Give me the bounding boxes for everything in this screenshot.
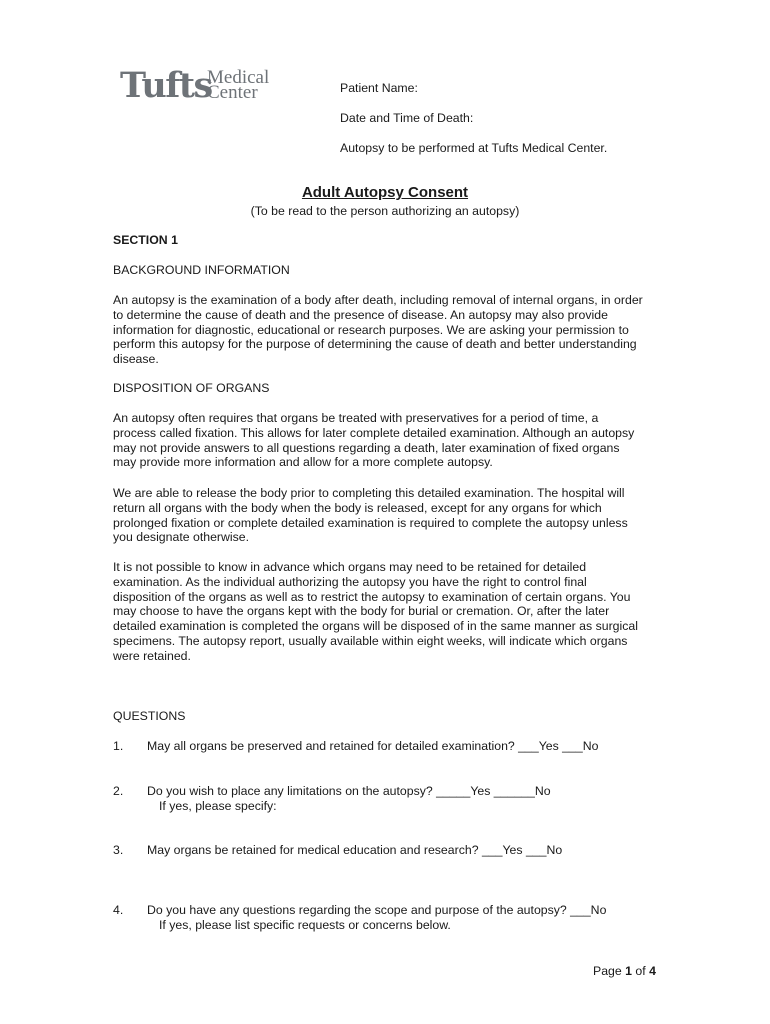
text-line: to determine the cause of death and the presence of disease. An autopsy may also provide — [113, 307, 608, 322]
text-line: We are able to release the body prior to completing this detailed examination. The hospital will — [113, 486, 625, 500]
text-line: may not provide answers to all questions regarding a death, later examination of fixed organs — [113, 440, 620, 455]
text-line: you designate otherwise. — [113, 530, 250, 545]
questions-heading: QUESTIONS — [113, 709, 186, 723]
page-label: Page — [593, 964, 622, 978]
text-line: disease. — [113, 352, 159, 367]
background-heading: BACKGROUND INFORMATION — [113, 263, 290, 277]
text-line: process called fixation. This allows for later complete detailed examination. Although an autopsy — [113, 425, 635, 440]
text-line: An autopsy often requires that organs be treated with preservatives for a period of time, a — [113, 411, 599, 425]
page-number — [593, 964, 656, 979]
patient-name-label: Patient Name: — [340, 81, 418, 95]
text-line: detailed examination is completed the organs will be disposed of in the same manner as surgical — [113, 619, 638, 634]
text-line: may provide more information and allow for a more complete autopsy. — [113, 455, 493, 470]
logo-wordmark: Tufts — [120, 65, 212, 106]
disposition-paragraph-1 — [113, 411, 661, 470]
tufts-medical-center-logo — [120, 66, 290, 106]
disposition-paragraph-3 — [113, 560, 661, 664]
question-4-subtext: If yes, please list specific requests or concerns below. — [159, 918, 451, 932]
question-2-text: Do you wish to place any limitations on the autopsy? _____Yes ______No — [147, 784, 551, 798]
total-pages: 4 — [649, 964, 656, 978]
background-paragraph — [113, 293, 661, 367]
date-time-of-death-label: Date and Time of Death: — [340, 111, 474, 125]
question-3-number: 3. — [113, 843, 124, 857]
text-line: An autopsy is the examination of a body after death, including removal of internal organs, in order — [113, 293, 643, 307]
current-page: 1 — [625, 964, 632, 978]
question-1-text: May all organs be preserved and retained for detailed examination? ___Yes ___No — [147, 739, 599, 753]
logo-medical: Medical — [207, 67, 270, 88]
question-3-text: May organs be retained for medical education and research? ___Yes ___No — [147, 843, 563, 857]
section-heading: SECTION 1 — [113, 233, 178, 247]
text-line: return all organs with the body when the body is released, except for any organs for which — [113, 500, 602, 515]
page-subtitle: (To be read to the person authorizing an autopsy) — [250, 204, 520, 218]
page-title: Adult Autopsy Consent — [301, 184, 469, 201]
autopsy-location-label: Autopsy to be performed at Tufts Medical Center. — [340, 141, 608, 155]
question-4-text: Do you have any questions regarding the scope and purpose of the autopsy? ___No — [147, 903, 607, 917]
text-line: It is not possible to know in advance which organs may need to be retained for detailed — [113, 560, 587, 574]
text-line: disposition of the organs as well as to restrict the autopsy to examination of certain organs. You — [113, 589, 631, 604]
text-line: examination. As the individual authorizing the autopsy you have the right to control final — [113, 574, 587, 589]
question-2-number: 2. — [113, 784, 124, 798]
question-1-number: 1. — [113, 739, 124, 753]
text-line: perform this autopsy for the purpose of determining the cause of death and better understanding — [113, 337, 637, 352]
question-4-number: 4. — [113, 903, 124, 917]
text-line: information for diagnostic, educational or research purposes. We are asking your permission to — [113, 322, 629, 337]
text-line: prolonged fixation or complete detailed examination is required to complete the autopsy unless — [113, 515, 628, 530]
logo-center: Center — [207, 82, 258, 103]
disposition-heading: DISPOSITION OF ORGANS — [113, 381, 270, 395]
disposition-paragraph-2 — [113, 486, 661, 545]
question-2-subtext: If yes, please specify: — [159, 799, 277, 813]
text-line: specimens. The autopsy report, usually available within eight weeks, will indicate which organs — [113, 633, 628, 648]
of-label: of — [635, 964, 646, 978]
text-line: may choose to have the organs kept with the body for burial or cremation. Or, after the later — [113, 604, 610, 619]
text-line: were retained. — [113, 648, 191, 663]
